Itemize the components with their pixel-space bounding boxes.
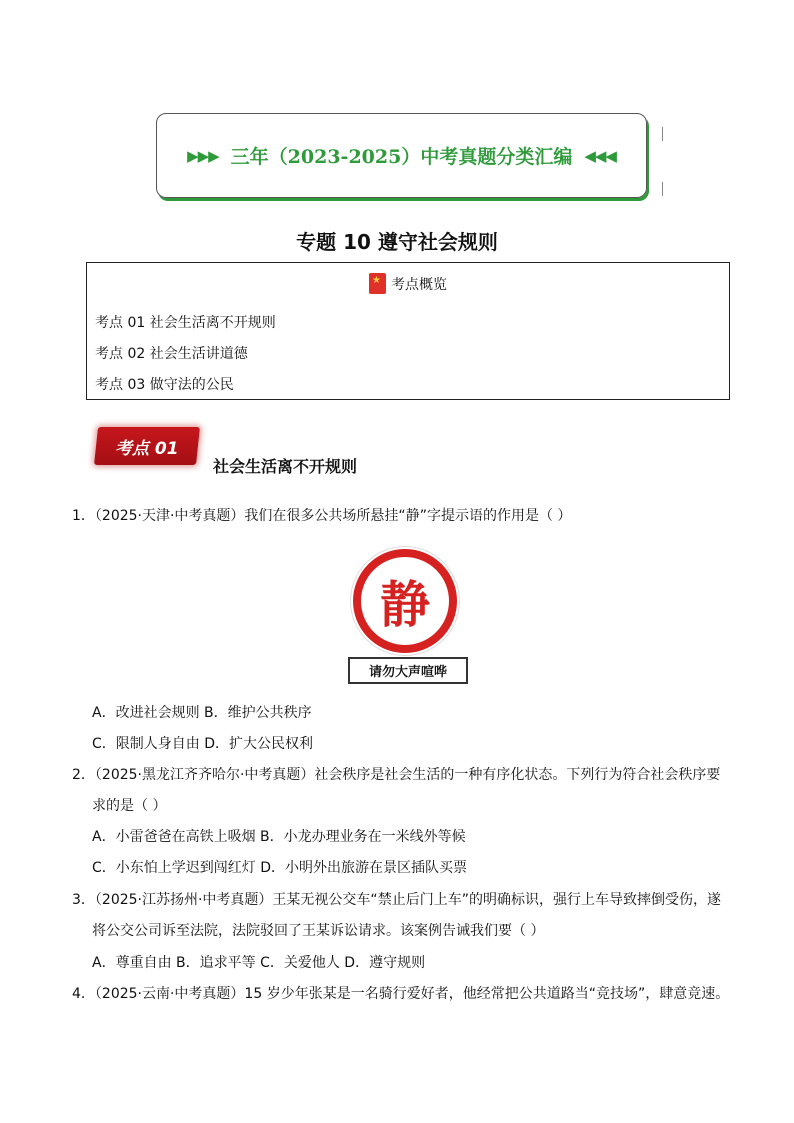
quiet-sign-caption: 请勿大声喧哗: [348, 657, 468, 684]
decorative-divider: [662, 182, 663, 196]
quiet-sign-character: 静: [380, 576, 430, 634]
question-2-options: A．小雷爸爸在高铁上吸烟 B．小龙办理业务在一米线外等候: [92, 829, 466, 845]
question-1-options: C．限制人身自由 D．扩大公民权利: [92, 736, 314, 752]
question-4-stem: 4．（2025·云南·中考真题）15 岁少年张某是一名骑行爱好者，他经常把公共道路当“竞技场”，肆意竞速。: [72, 986, 730, 1002]
question-3-stem: 将公交公司诉至法院，法院驳回了王某诉讼请求。该案例告诫我们要（ ）: [92, 923, 545, 939]
overview-label: 考点概览: [391, 276, 447, 293]
question-2-stem: 求的是（ ）: [92, 798, 167, 814]
section-heading: 社会生活离不开规则: [213, 457, 358, 476]
question-1-options: A．改进社会规则 B．维护公共秩序: [92, 705, 312, 721]
overview-box: [86, 262, 730, 400]
book-icon: [369, 273, 386, 294]
title-banner: [156, 113, 647, 198]
question-2-options: C．小东怕上学迟到闯红灯 D．小明外出旅游在景区插队买票: [92, 860, 468, 876]
overview-item: 考点 02 社会生活讲道德: [95, 346, 248, 362]
overview-item: 考点 01 社会生活离不开规则: [95, 315, 276, 331]
overview-header: [87, 273, 729, 294]
decorative-divider: [662, 127, 663, 141]
section-badge: [94, 427, 200, 465]
left-arrows-icon: ◀◀◀: [584, 146, 616, 165]
section-badge-text: 考点 01: [115, 438, 179, 459]
question-2-stem: 2．（2025·黑龙江齐齐哈尔·中考真题）社会秩序是社会生活的一种有序化状态。下列行为符合社会秩序要: [72, 767, 721, 783]
page-title: 专题 10 遵守社会规则: [296, 230, 498, 254]
overview-item: 考点 03 做守法的公民: [95, 377, 234, 393]
banner-title: 三年（2023-2025）中考真题分类汇编: [230, 146, 573, 168]
question-1-stem: 1．（2025·天津·中考真题）我们在很多公共场所悬挂“静”字提示语的作用是（ ）: [72, 508, 572, 524]
quiet-sign-icon: [353, 549, 457, 653]
question-3-stem: 3．（2025·江苏扬州·中考真题）王某无视公交车“禁止后门上车”的明确标识，强行上车导致摔倒受伤，遂: [72, 892, 721, 908]
question-3-options: A．尊重自由 B．追求平等 C．关爱他人 D．遵守规则: [92, 955, 426, 971]
right-arrows-icon: ▶▶▶: [187, 146, 219, 165]
